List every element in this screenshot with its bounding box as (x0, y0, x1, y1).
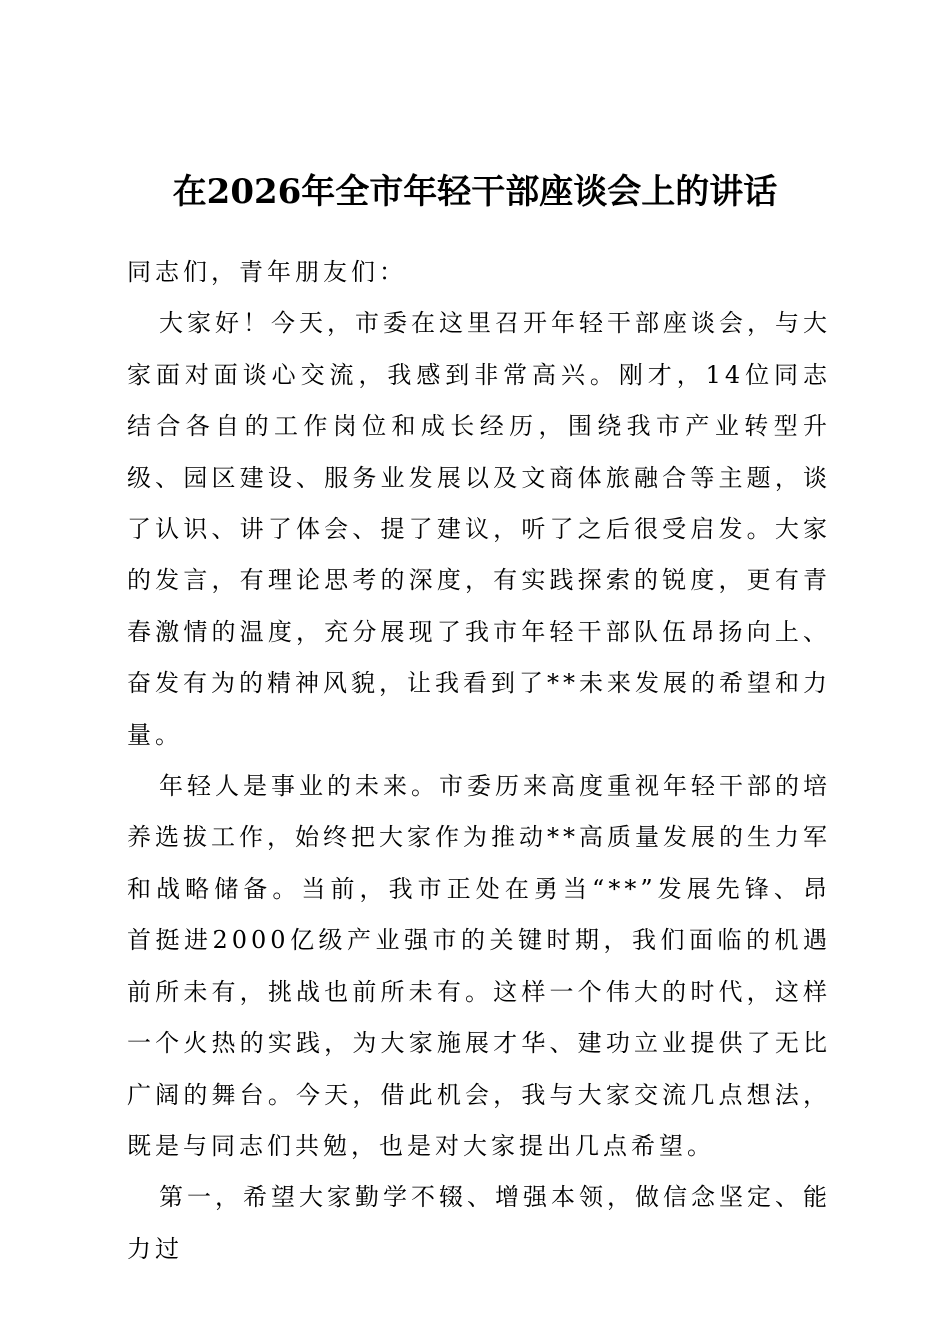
paragraph: 第一，希望大家勤学不辍、增强本领，做信念坚定、能力过 (127, 1183, 831, 1263)
document-body (127, 247, 831, 1275)
document-title: 在2026年全市年轻干部座谈会上的讲话 (172, 172, 778, 212)
salutation: 同志们，青年朋友们： (127, 258, 407, 286)
paragraph: 大家好！今天，市委在这里召开年轻干部座谈会，与大家面对面谈心交流，我感到非常高兴。刚才，14位同志结合各自的工作岗位和成长经历，围绕我市产业转型升级、园区建设、服务业发展以及文商体旅融合等主题，谈了认识、讲了体会、提了建议，听了之后很受启发。大家的发言，有理论思考的深度，有实践探索的锐度，更有青春激情的温度，充分展现了我市年轻干部队伍昂扬向上、奋发有为的精神风貌，让我看到了**未来发展的希望和力量。 (127, 309, 831, 749)
paragraph: 年轻人是事业的未来。市委历来高度重视年轻干部的培养选拔工作，始终把大家作为推动**高质量发展的生力军和战略储备。当前，我市正处在勇当“**”发展先锋、昂首挺进2000亿级产业强市的关键时期，我们面临的机遇前所未有，挑战也前所未有。这样一个伟大的时代，这样一个火热的实践，为大家施展才华、建功立业提供了无比广阔的舞台。今天，借此机会，我与大家交流几点想法，既是与同志们共勉，也是对大家提出几点希望。 (127, 772, 831, 1160)
